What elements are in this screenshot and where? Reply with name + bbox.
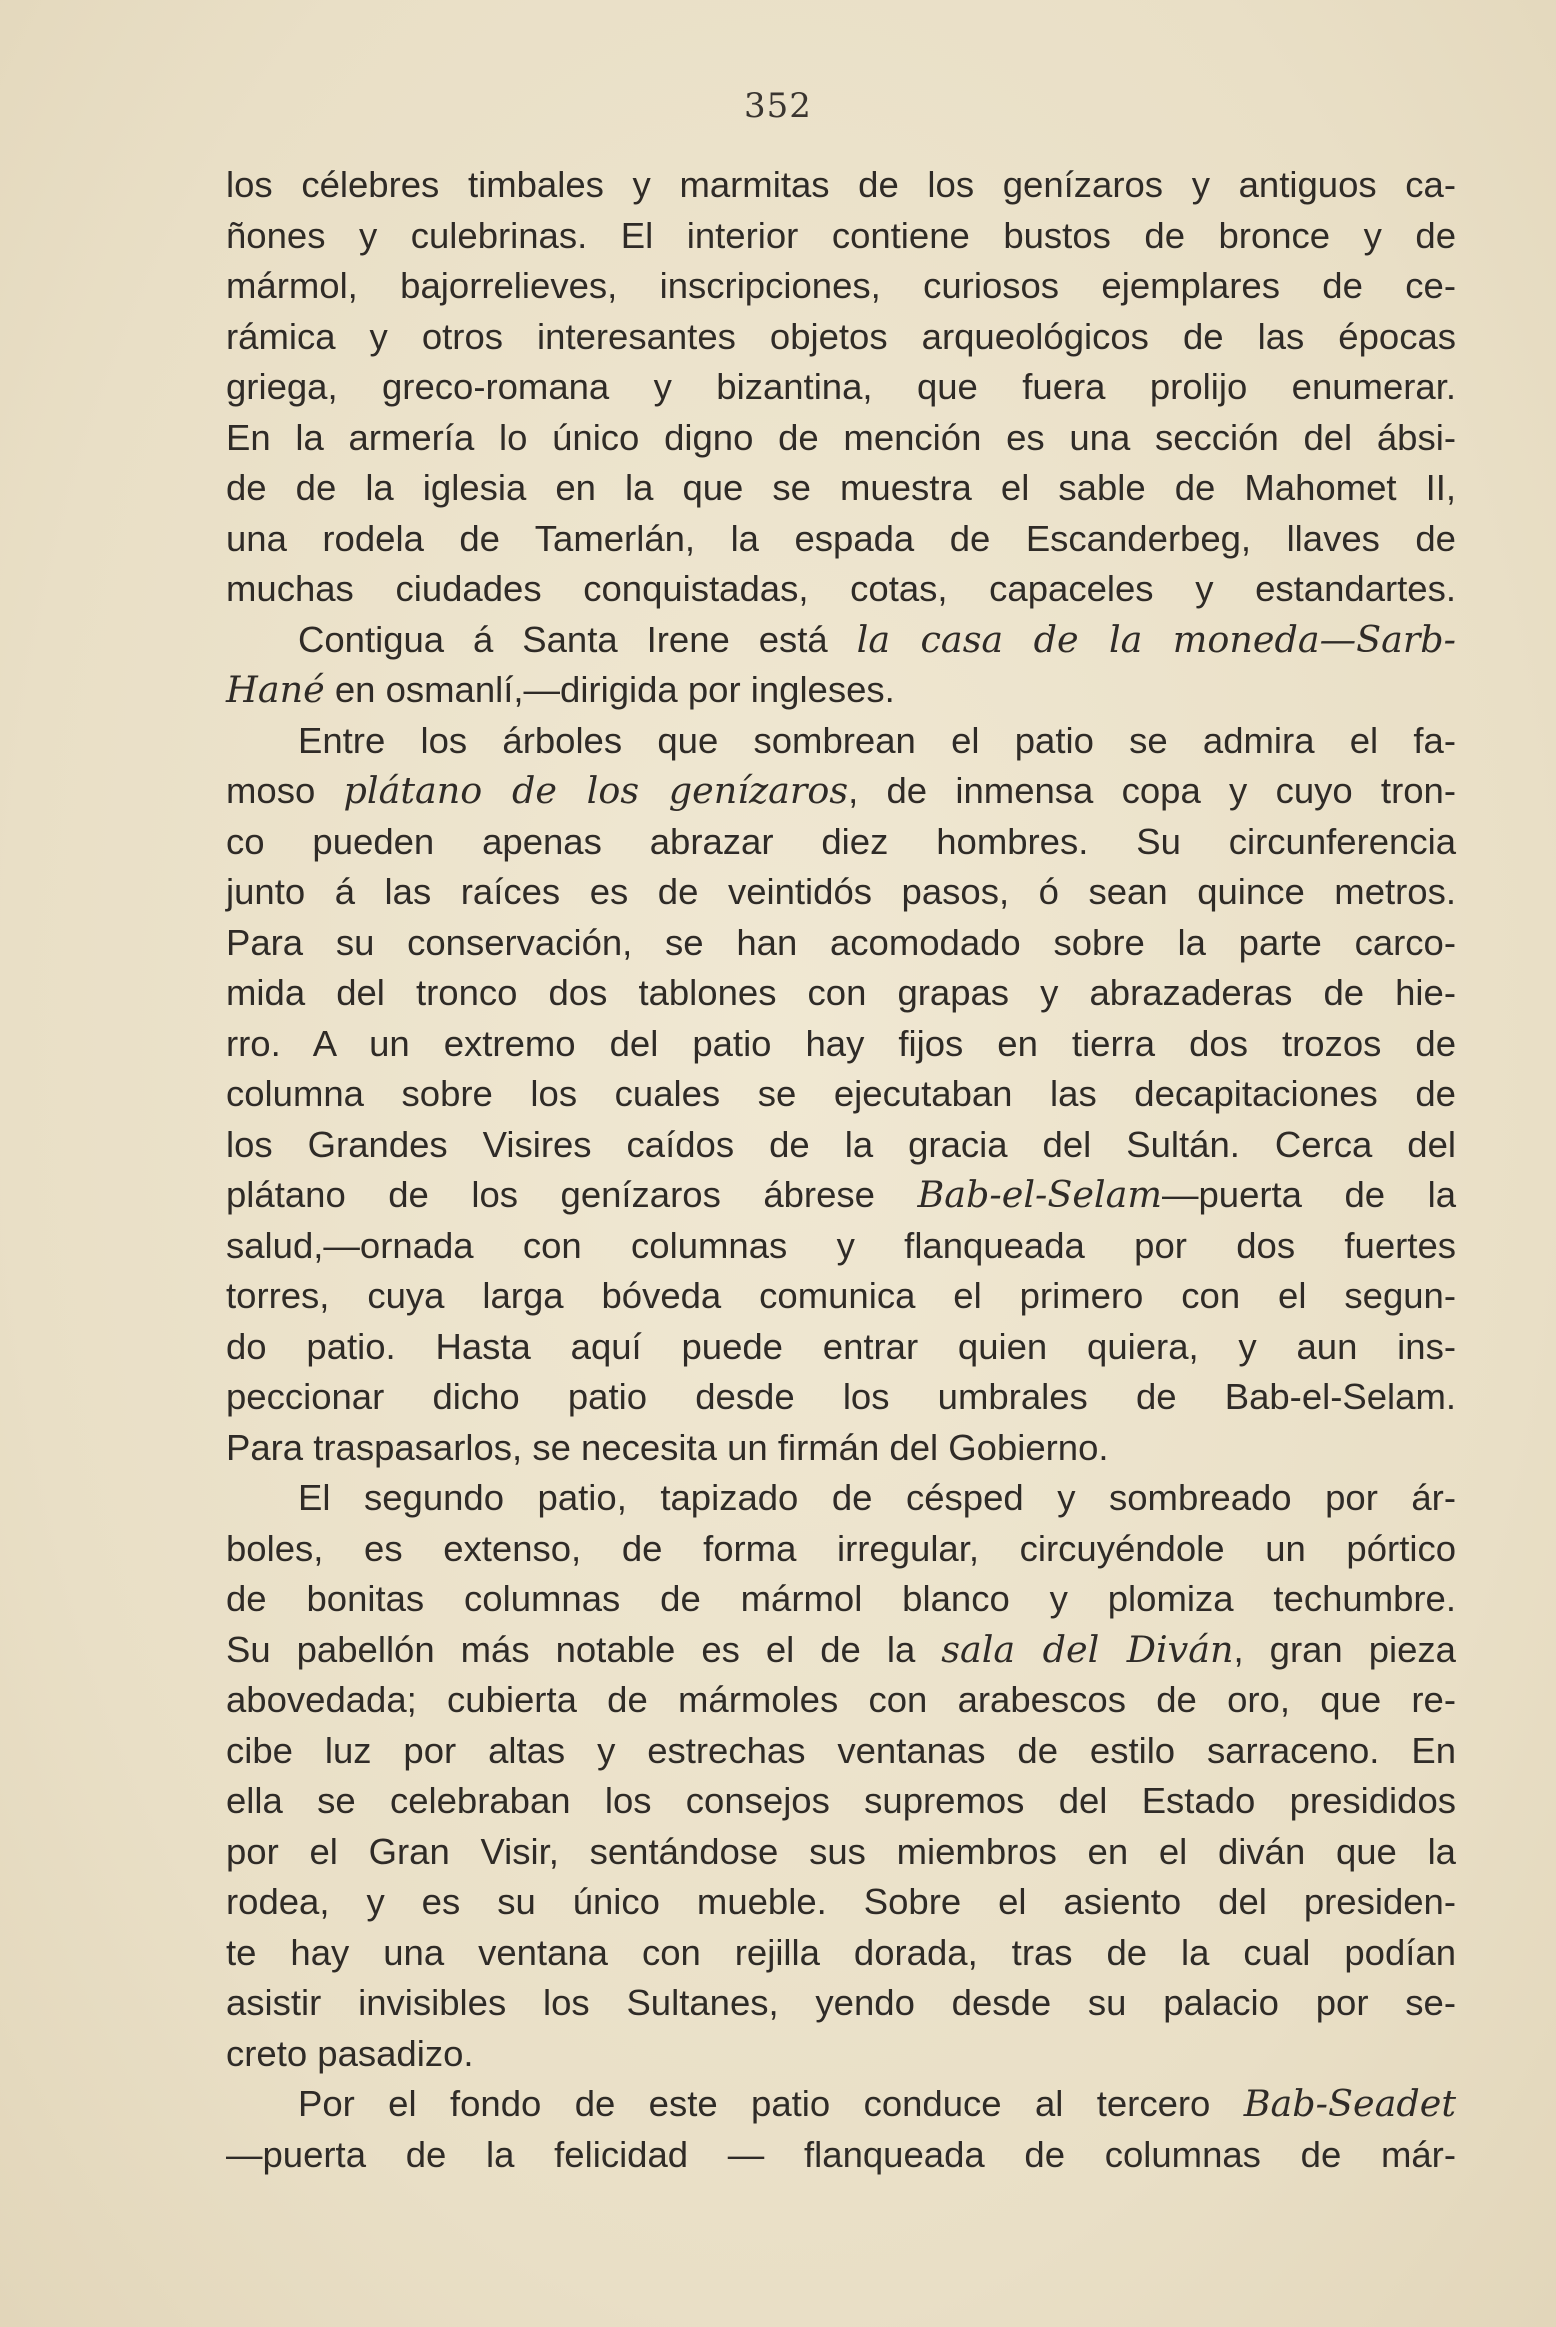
text-line: mida del tronco dos tablones con grapas y abrazaderas de hie- bbox=[226, 972, 1456, 1013]
text-line bbox=[226, 2079, 1456, 2130]
text-run: Por el fondo de este patio conduce al tercero bbox=[298, 2083, 1244, 2124]
italic-phrase: sala del Diván bbox=[941, 1627, 1234, 1671]
text-line: junto á las raíces es de veintidós pasos, ó sean quince metros. bbox=[226, 871, 1456, 912]
text-line: ella se celebraban los consejos supremos del Estado presididos bbox=[226, 1780, 1456, 1821]
text-run: moso bbox=[226, 770, 344, 811]
text-line: los Grandes Visires caídos de la gracia del Sultán. Cerca del bbox=[226, 1123, 1456, 1165]
text-run: plátano de los genízaros ábrese bbox=[226, 1174, 918, 1215]
text-line: —puerta de la felicidad — flanqueada de columnas de már- bbox=[226, 2133, 1456, 2175]
text-line: do patio. Hasta aquí puede entrar quien quiera, y aun ins- bbox=[226, 1325, 1456, 1367]
text-line: los célebres timbales y marmitas de los genízaros y antiguos ca- bbox=[226, 164, 1456, 205]
text-line bbox=[226, 1625, 1456, 1676]
text-line: creto pasadizo. bbox=[226, 2032, 474, 2074]
text-run: Contigua á Santa Irene está bbox=[298, 618, 857, 660]
italic-phrase: Bab-el-Selam bbox=[917, 1173, 1162, 1216]
text-line: abovedada; cubierta de mármoles con arabescos de oro, que re- bbox=[226, 1679, 1456, 1720]
text-line: torres, cuya larga bóveda comunica el primero con el segun- bbox=[226, 1275, 1456, 1316]
text-run: , de inmensa copa y cuyo tron- bbox=[848, 770, 1456, 811]
text-line: cibe luz por altas y estrechas ventanas de estilo sarraceno. En bbox=[226, 1729, 1456, 1771]
text-line: de de la iglesia en la que se muestra el sable de Mahomet II, bbox=[226, 467, 1456, 508]
body-text bbox=[226, 160, 1456, 2180]
text-line: rro. A un extremo del patio hay fijos en tierra dos trozos de bbox=[226, 1022, 1456, 1064]
text-line: columna sobre los cuales se ejecutaban las decapitaciones de bbox=[226, 1073, 1456, 1114]
text-line: salud,—ornada con columnas y flanqueada por dos fuertes bbox=[226, 1224, 1456, 1266]
text-line: rámica y otros interesantes objetos arqueológicos de las épocas bbox=[226, 315, 1456, 357]
text-line: rodea, y es su único mueble. Sobre el asiento del presiden- bbox=[226, 1881, 1456, 1922]
text-line: griega, greco-romana y bizantina, que fuera prolijo enumerar. bbox=[226, 366, 1456, 407]
text-line: ñones y culebrinas. El interior contiene bustos de bronce y de bbox=[226, 214, 1456, 256]
text-line: te hay una ventana con rejilla dorada, tras de la cual podían bbox=[226, 1931, 1456, 1973]
text-line bbox=[226, 1170, 1456, 1221]
text-line: En la armería lo único digno de mención es una sección del ábsi- bbox=[226, 416, 1456, 458]
text-line: por el Gran Visir, sentándose sus miembros en el diván que la bbox=[226, 1830, 1456, 1872]
text-line: Para su conservación, se han acomodado sobre la parte carco- bbox=[226, 921, 1456, 963]
text-line: co pueden apenas abrazar diez hombres. Su circunferencia bbox=[226, 820, 1456, 862]
text-line bbox=[226, 665, 1456, 716]
text-line: mármol, bajorrelieves, inscripciones, curiosos ejemplares de ce- bbox=[226, 265, 1456, 306]
italic-phrase: plátano de los genízaros bbox=[343, 769, 849, 812]
text-run: Su pabellón más notable es el de la bbox=[226, 1628, 942, 1670]
page-number: 352 bbox=[744, 86, 812, 126]
text-line: de bonitas columnas de mármol blanco y plomiza techumbre. bbox=[226, 1578, 1456, 1619]
text-line: asistir invisibles los Sultanes, yendo desde su palacio por se- bbox=[226, 1982, 1456, 2023]
text-run: —puerta de la bbox=[1161, 1174, 1456, 1215]
text-line bbox=[226, 766, 1456, 817]
text-line: boles, es extenso, de forma irregular, circuyéndole un pórtico bbox=[226, 1527, 1456, 1569]
text-line: peccionar dicho patio desde los umbrales de Bab-el-Selam. bbox=[226, 1376, 1456, 1417]
text-line: muchas ciudades conquistadas, cotas, capaceles y estandartes. bbox=[226, 568, 1456, 609]
italic-phrase: Hané bbox=[226, 668, 325, 711]
text-run: , gran pieza bbox=[1233, 1628, 1456, 1670]
italic-phrase: la casa de la moneda—Sarb- bbox=[856, 617, 1457, 661]
text-run: en osmanlí,—dirigida por ingleses. bbox=[324, 669, 895, 710]
text-line bbox=[226, 615, 1456, 666]
italic-phrase: Bab-Seadet bbox=[1243, 2082, 1456, 2125]
text-line: una rodela de Tamerlán, la espada de Escanderbeg, llaves de bbox=[226, 517, 1456, 559]
text-line: Para traspasarlos, se necesita un firmán del Gobierno. bbox=[226, 1426, 1109, 1468]
text-line: Entre los árboles que sombrean el patio se admira el fa- bbox=[298, 719, 1456, 761]
text-line: El segundo patio, tapizado de césped y sombreado por ár- bbox=[298, 1477, 1456, 1518]
